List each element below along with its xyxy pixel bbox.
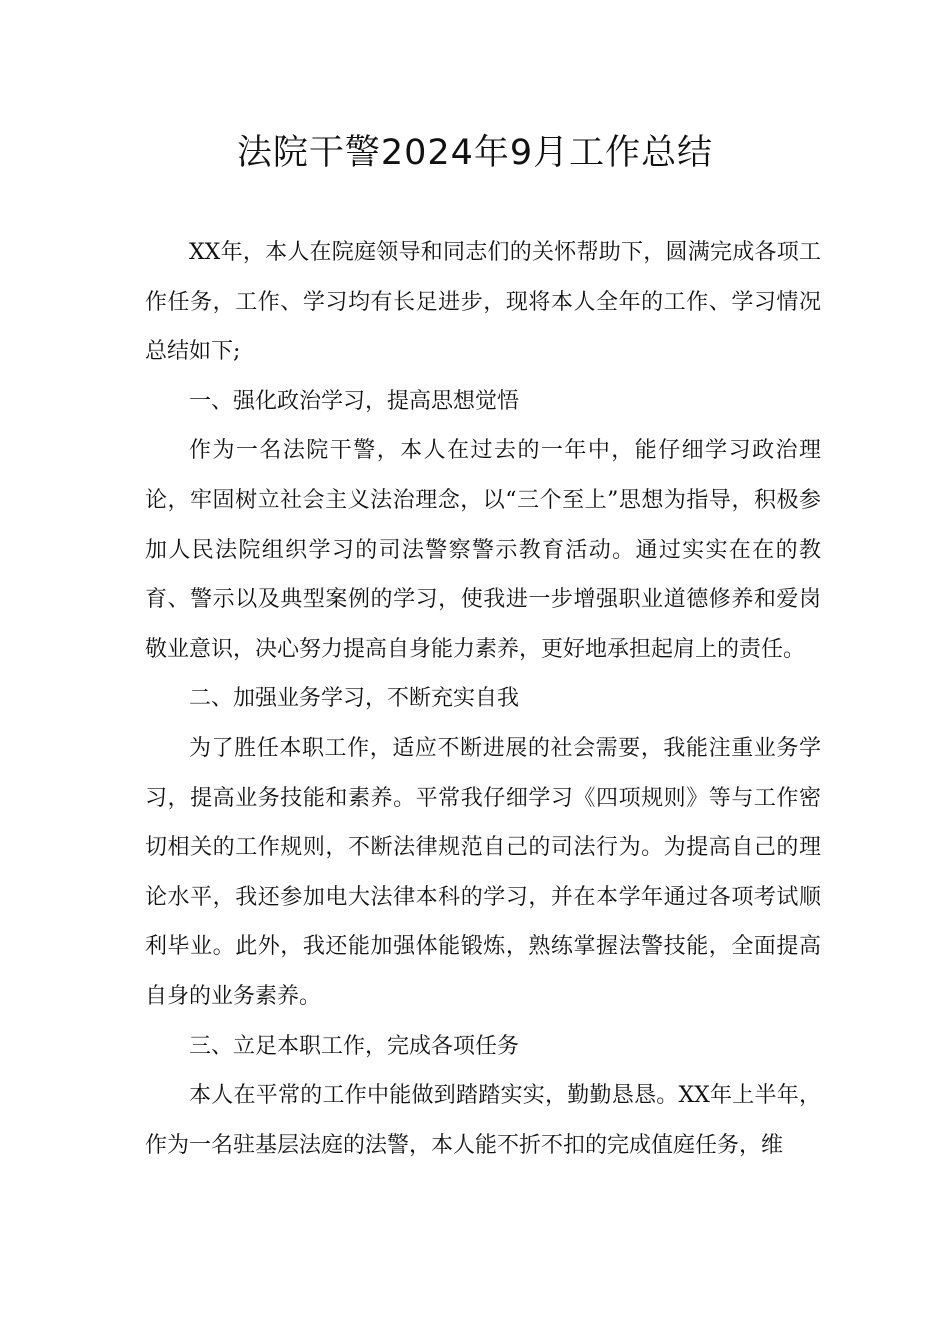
section-2-paragraph: 为了胜任本职工作，适应不断进展的社会需要，我能注重业务学习，提高业务技能和素养。平常我仔细学习《四项规则》等与工作密切相关的工作规则，不断法律规范自己的司法行为。为提高自己的理论水平，我还参加电大法律本科的学习，并在本学年通过各项考试顺利毕业。此外，我还能加强体能锻炼，熟练掌握法警技能，全面提高自身的业务素养。 [145, 735, 821, 1009]
document-title: 法院干警2024年9月工作总结 [236, 133, 714, 173]
section-heading-2: 二、加强业务学习，不断充实自我 [189, 686, 520, 712]
section-3-paragraph: 本人在平常的工作中能做到踏踏实实，勤勤恳恳。XX年上半年，作为一名驻基层法庭的法警，本人能不折不扣的完成值庭任务，维 [145, 1083, 821, 1158]
intro-paragraph: XX年，本人在院庭领导和同志们的关怀帮助下，圆满完成各项工作任务，工作、学习均有长足进步，现将本人全年的工作、学习情况总结如下; [145, 240, 821, 365]
section-heading-1: 一、强化政治学习，提高思想觉悟 [189, 388, 520, 414]
section-heading-3: 三、立足本职工作，完成各项任务 [189, 1033, 520, 1059]
document-body [145, 228, 821, 1170]
section-1-paragraph: 作为一名法院干警，本人在过去的一年中，能仔细学习政治理论，牢固树立社会主义法治理念，以“三个至上”思想为指导，积极参加人民法院组织学习的司法警察警示教育活动。通过实实在在的教育、警示以及典型案例的学习，使我进一步增强职业道德修养和爱岗敬业意识，决心努力提高自身能力素养，更好地承担起肩上的责任。 [145, 438, 821, 662]
